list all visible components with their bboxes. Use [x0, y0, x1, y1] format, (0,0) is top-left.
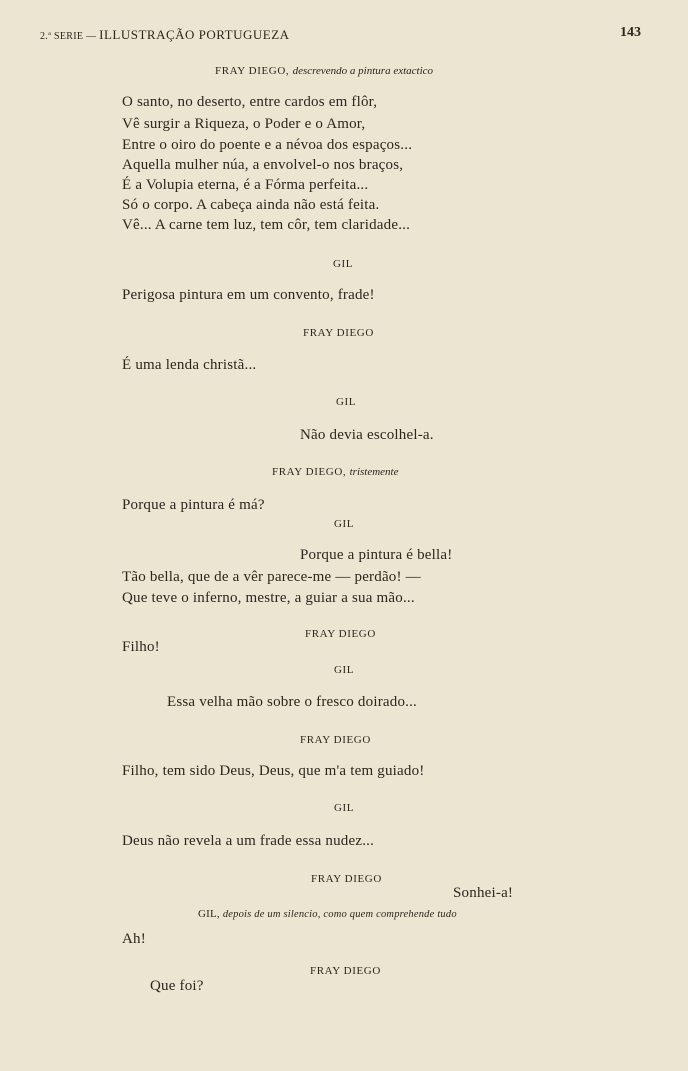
- verse-line: Vê surgir a Riqueza, o Poder e o Amor,: [122, 116, 366, 132]
- verse-line: Não devia escolhel-a.: [300, 427, 434, 443]
- verse-line: Ah!: [122, 931, 146, 947]
- page-number: 143: [620, 25, 641, 40]
- verse-line: É uma lenda christã...: [122, 357, 257, 373]
- verse-line: Porque a pintura é bella!: [300, 547, 453, 563]
- speaker-cue: [272, 466, 399, 478]
- verse-line: Porque a pintura é má?: [122, 497, 265, 513]
- verse-line: Deus não revela a um frade essa nudez...: [122, 833, 375, 849]
- verse-line: Entre o oiro do poente e a névoa dos espaços...: [122, 137, 413, 153]
- speaker-cue: GIL: [334, 802, 355, 814]
- verse-line: Aquella mulher núa, a envolvel-o nos braços,: [122, 157, 404, 173]
- verse-line: Que foi?: [150, 978, 204, 994]
- verse-line: Só o corpo. A cabeça ainda não está feita.: [122, 197, 380, 213]
- stage-direction: depois de um silencio, como quem comprehende tudo: [222, 909, 457, 920]
- verse-line: Vê... A carne tem luz, tem côr, tem claridade...: [122, 217, 411, 233]
- speaker-cue: GIL: [333, 258, 354, 270]
- speaker-cue: [198, 908, 457, 920]
- speaker-cue: FRAY DIEGO: [305, 628, 376, 640]
- speaker-cue: FRAY DIEGO: [311, 873, 382, 885]
- speaker-cue: GIL: [336, 396, 357, 408]
- speaker-cue: [215, 65, 433, 77]
- speaker-cue: GIL: [334, 518, 355, 530]
- verse-line: Que teve o inferno, mestre, a guiar a sua mão...: [122, 590, 415, 606]
- verse-line: Sonhei-a!: [453, 885, 514, 901]
- speaker-cue: GIL: [334, 664, 355, 676]
- serie-mark: 2.ª SERIE —: [40, 31, 100, 42]
- verse-line: Essa velha mão sobre o fresco doirado...: [167, 694, 418, 710]
- verse-line: É a Volupia eterna, é a Fórma perfeita...: [122, 177, 369, 193]
- verse-line: Filho, tem sido Deus, Deus, que m'a tem guiado!: [122, 763, 425, 779]
- verse-line: O santo, no deserto, entre cardos em flôr,: [122, 94, 378, 110]
- speaker-name: FRAY DIEGO,: [215, 65, 290, 77]
- stage-direction: tristemente: [349, 466, 399, 478]
- journal-title: ILLUSTRAÇÃO PORTUGUEZA: [99, 27, 290, 42]
- running-header: [40, 27, 290, 43]
- stage-direction: descrevendo a pintura extactico: [292, 65, 434, 77]
- verse-line: Filho!: [122, 639, 160, 655]
- verse-line: Perigosa pintura em um convento, frade!: [122, 287, 375, 303]
- verse-line: Tão bella, que de a vêr parece-me — perdão! —: [122, 569, 421, 585]
- speaker-cue: FRAY DIEGO: [310, 965, 381, 977]
- speaker-name: GIL,: [198, 908, 220, 920]
- speaker-cue: FRAY DIEGO: [303, 327, 374, 339]
- speaker-cue: FRAY DIEGO: [300, 734, 371, 746]
- speaker-name: FRAY DIEGO,: [272, 466, 347, 478]
